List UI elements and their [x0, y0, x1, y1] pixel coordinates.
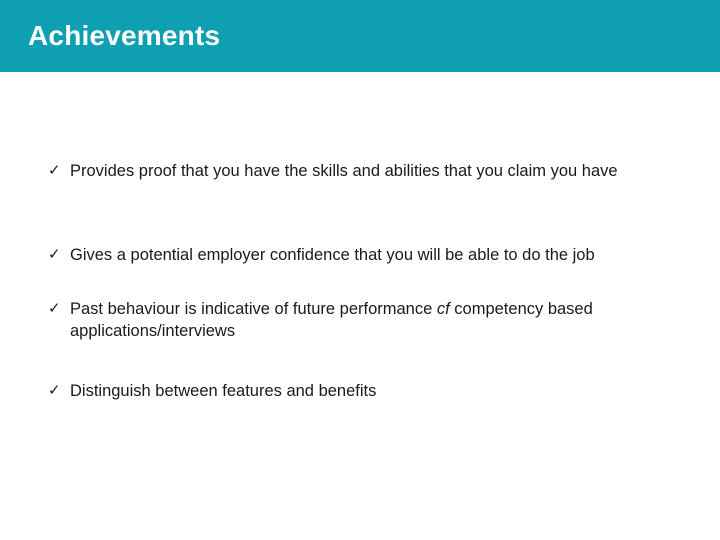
bullet-item [48, 380, 688, 402]
bullet-text-italic: cf [436, 300, 450, 318]
slide-title: Achievements [28, 20, 221, 51]
bullet-item [48, 160, 688, 182]
bullet-item [48, 298, 688, 342]
bullet-text-end: competency based applications/interviews [70, 300, 593, 340]
bullet-text: Distinguish between features and benefits [70, 382, 377, 400]
check-mark-icon: ✓ [48, 246, 61, 263]
bullet-text-start: Past behaviour is indicative of future performance [70, 300, 437, 318]
bullet-item [48, 244, 688, 266]
bullet-text [70, 298, 688, 342]
check-mark-icon: ✓ [48, 300, 61, 317]
bullet-text: Gives a potential employer confidence that you will be able to do the job [70, 246, 595, 264]
bullet-text: Provides proof that you have the skills and abilities that you claim you have [70, 162, 618, 180]
check-mark-icon: ✓ [48, 162, 61, 179]
check-mark-icon: ✓ [48, 382, 61, 399]
